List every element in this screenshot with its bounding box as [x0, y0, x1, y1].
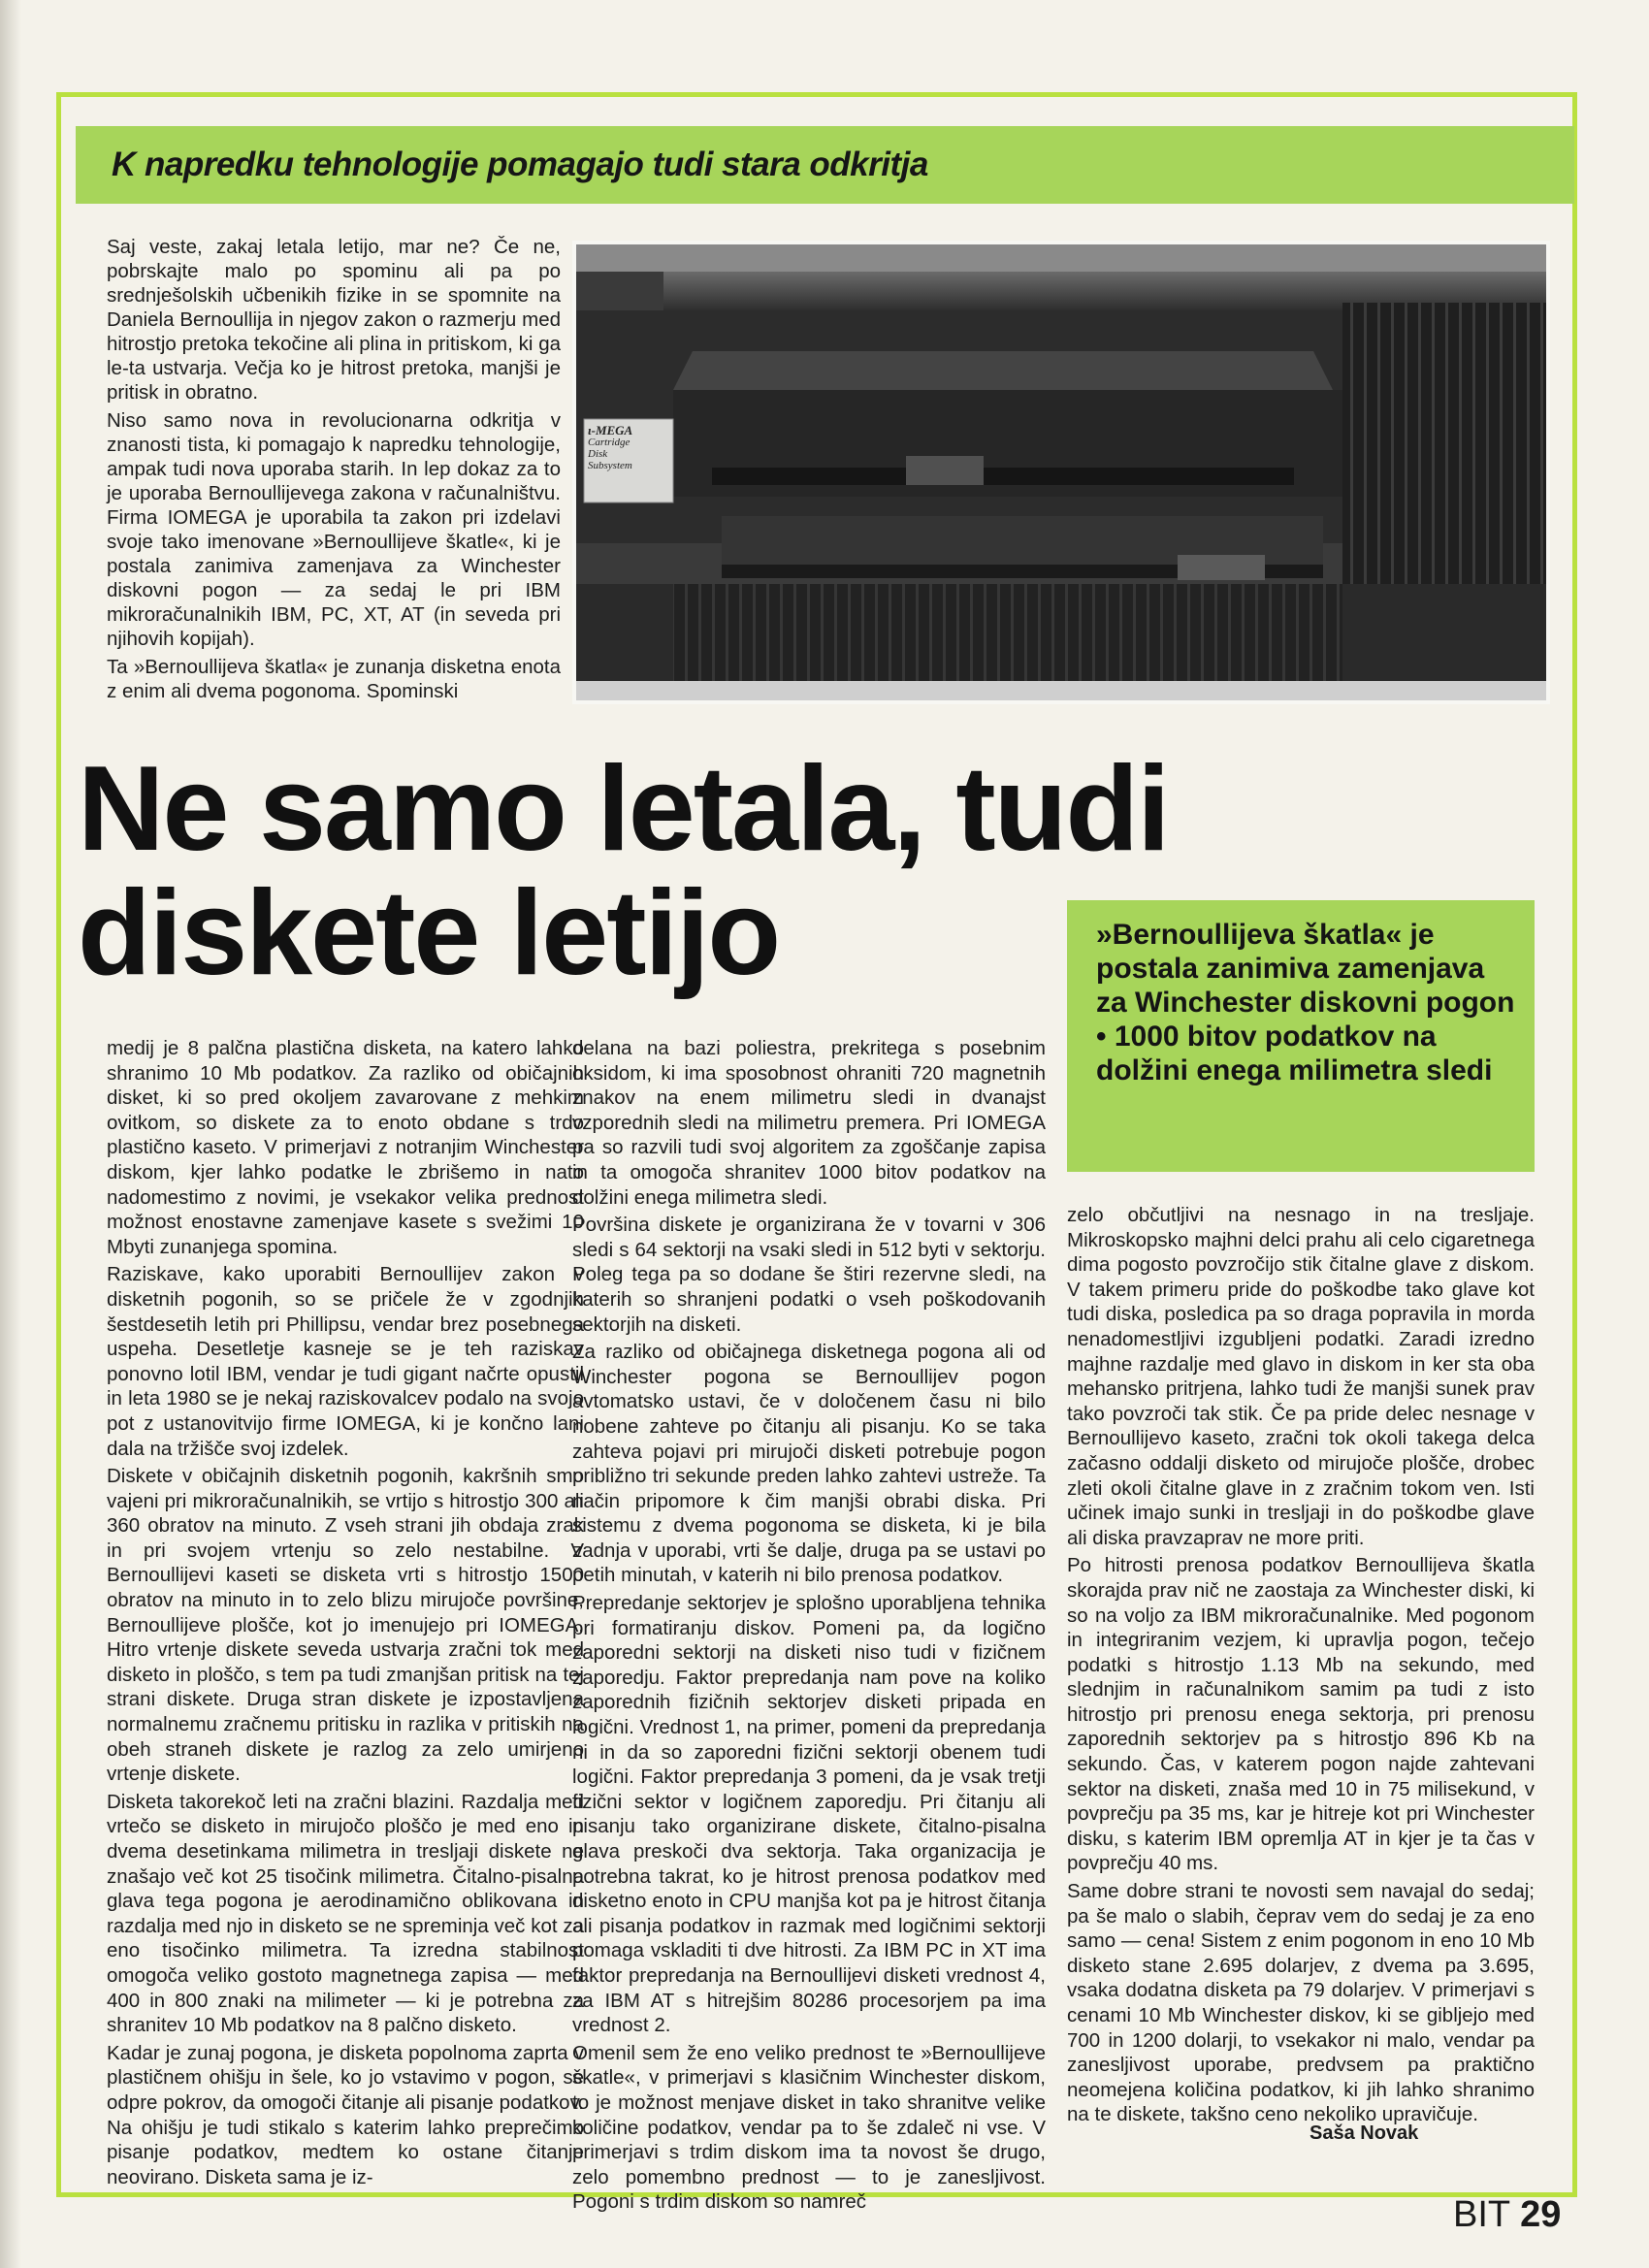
paragraph: Disketa takorekoč leti na zračni blazini. Razdalja med vrtečo se disketo in mirujočo ploščo je med eno in dvema desetinkama milimetra in tresljaji diskete ne znašajo več kot 25 tisočink milimetra. Čitalno-pisalna glava tega pogona je aerodinamično oblikovana in razdalja med njo in disketo se ne spreminja več kot za eno tisočinko milimetra. Ta izredna stabilnost omogoča veliko gostoto magnetnega zapisa — med 400 in 800 znaki na milimeter — ki je potrebna za shranitev 10 Mb podatkov na 8 palčno disketo. — [107, 1790, 584, 2037]
author-byline: Saša Novak — [1310, 2122, 1419, 2144]
intro-text — [107, 235, 561, 707]
headline-line: Ne samo letala, tudi — [78, 742, 1169, 876]
intro-paragraph: Saj veste, zakaj letala letijo, mar ne? Če ne, pobrskajte malo po spominu ali pa po srednješolskih učbenikih fizike in se spomnite na Daniela Bernoullija in njegov zakon o razmerju med hitrostjo pretoka tekočine ali plina in pritiskom, ki ga le-ta ustvarja. Večja ko je hitrost pretoka, manjši je pritisk in obratno. — [107, 236, 561, 404]
pullquote-text: »Bernoullijeva škatla« je postala zanimiva zamenjava za Winchester diskovni pogon • 1000 bitov podatkov na dolžini enega milimetra sledi — [1096, 919, 1515, 1086]
paragraph: zelo občutljivi na nesnago in na tresljaje. Mikroskopsko majhni delci prahu ali celo cigaretnega dima pogosto povzročijo stik čitalne glave z diskom. V takem primeru pride do poškodbe tako glave kot tudi diska, posledica pa so draga popravila in morda nenadomestljivi izgubljeni podatki. Zaradi izredno majhne razdalje med glavo in diskom in ker sta oba mehansko pritrjena, lahko tudi že manjši sunek prav tako povzroči tak stik. Če pa pride delec nesnage v Bernoullijevo kaseto, zračni tok okoli takega delca začasno oddalji disketo od mirujoče plošče, drobec zleti okoli čitalne glave in z zračnim tokom ven. Isti učinek imajo sunki in tresljaji in do poškodbe glave ali diska pravzaprav ne more priti. — [1067, 1204, 1535, 1549]
paragraph: Diskete v običajnih disketnih pogonih, kakršnih smo vajeni pri mikroračunalnikih, se vrtijo s hitrostjo 300 ali 360 obratov na minuto. Z vseh strani jih obdaja zrak in pri svojem vrtenju so zelo nestabilne. V Bernoullijevi kaseti se disketa vrti s hitrostjo 1500 obratov na minuto in to zelo blizu mirujoče površine, Bernoullijeve plošče, kot jo imenujejo pri IOMEGA. Hitro vrtenje diskete seveda ustvarja zračni tok med disketo in ploščo, s tem pa tudi zmanjšan pritisk na tej strani diskete. Druga stran diskete je izpostavljena normalnemu zračnemu pritisku in razlika v pritiskih na obeh straneh diskete je razlog za zelo umirjeno vrtenje diskete. — [107, 1465, 584, 1786]
paragraph: Po hitrosti prenosa podatkov Bernoullijeva škatla skorajda prav nič ne zaostaja za Winchester diski, ki so na voljo za IBM mikroračunalnike. Med pogonom in integriranim vezjem, ki upravlja pogon, tečejo podatki s hitrostjo 1.13 Mb na sekundo, med slednjim in računalnikom samim pa tudi z isto hitrostjo pri prenosu enega sektorja, pri prenosu zaporednih sektorjev pa s hitrostjo 896 Kb na sekundo. Čas, v katerem pogon najde zahtevani sektor na disketi, znaša med 10 in 75 milisekund, v povprečju pa 35 ms, kar je hitreje kot pri Winchester disku, s katerim IBM opremlja AT in kjer je ta čas v povprečju 40 ms. — [1067, 1554, 1535, 1875]
page-number: 29 — [1520, 2194, 1562, 2235]
magazine-name: BIT — [1453, 2194, 1511, 2235]
paragraph: Prepredanje sektorjev je splošno uporabljena tehnika pri formatiranju diskov. Pomeni pa, da logično zaporedni sektorji na disketi niso tudi v fizičnem zaporedju. Faktor prepredanja nam pove na koliko zaporednih fizičnih sektorjev disketi pripada en logični. Vrednost 1, na primer, pomeni da prepredanja ni in da so zaporedni fizični sektorji obenem tudi logični. Faktor prepredanja 3 pomeni, da je vsak tretji fizični sektor v logičnem zaporedju. Pri čitanju ali pisanju tako organizirane diskete, čitalno-pisalna glava preskoči dva sektorja. Taka organizacija je potrebna takrat, ko je hitrost prenosa podatkov med disketno enoto in CPU manjša kot pa je hitrost čitanja ali pisanja podatkov in razmak med logičnimi sektorji pomaga vskladiti ti dve hitrosti. Za IBM PC in XT ima faktor prepredanja na Bernoullijevi disketi vrednost 4, za IBM AT s hitrejšim 80286 procesorjem pa ima vrednost 2. — [572, 1592, 1046, 2037]
headline — [78, 742, 1169, 1000]
paragraph: delana na bazi poliestra, prekritega s posebnim oksidom, ki ima sposobnost ohraniti 720 magnetnih znakov na enem milimetru sledi in dvanajst vzporednih sledi na milimetru premera. Pri IOMEGA pa so razvili tudi svoj algoritem za zgoščanje zapisa in ta omogoča shranitev 1000 bitov podatkov na dolžini enega milimetra sledi. — [572, 1037, 1046, 1209]
paragraph: medij je 8 palčna plastična disketa, na katero lahko shranimo 10 Mb podatkov. Za razliko od običajnih disket, ki so pred okoljem zavarovane z mehkim ovitkom, so diskete za to enoto obdane s trdo plastično kaseto. V primerjavi z notranjim Winchester diskom, kjer lahko podatke le zbrišemo in nato nadomestimo z novimi, je vsekakor velika prednost možnost enostavne zamenjave kasete s svežimi 10 Mbyti zunanjega spomina. — [107, 1037, 584, 1258]
product-photo — [572, 241, 1550, 704]
photo-label-line: Subsystem — [588, 460, 632, 471]
photo-brand: ι-MEGA — [588, 423, 633, 437]
intro-paragraph: Ta »Bernoullijeva škatla« je zunanja disketna enota z enim ali dvema pogonoma. Spominski — [107, 656, 561, 702]
paragraph: Površina diskete je organizirana že v tovarni v 306 sledi s 64 sektorji na vsaki sledi in 512 byti v sektorju. Poleg tega pa so dodane še štiri rezervne sledi, na katerih so shranjeni podatki o vseh poškodovanih sektorjih na disketi. — [572, 1214, 1046, 1336]
paragraph: Omenil sem že eno veliko prednost te »Bernoullijeve škatle«, v primerjavi s klasičnim Winchester diskom, to je možnost menjave disket in tako shranitve velike količine podatkov, vendar pa to še zdaleč ni vse. V primerjavi s trdim diskom ima ta novost še drugo, zelo pomembno prednost — to je zanesljivost. Pogoni s trdim diskom so namreč — [572, 2041, 1046, 2214]
disk-drive-illustration — [576, 244, 1546, 700]
photo-label-line: Cartridge — [588, 437, 630, 448]
photo-label-line: Disk — [588, 448, 608, 460]
body-column-3 — [1067, 1203, 1535, 2130]
paragraph: Kadar je zunaj pogona, je disketa popolnoma zaprta v plastičnem ohišju in šele, ko jo vstavimo v pogon, se odpre pokrov, da omogoči čitanje ali pisanje podatkov. Na ohišju je tudi stikalo s katerim lahko preprečimo pisanje podatkov, medtem ko ostane čitanje neovirano. Disketa sama je iz- — [107, 2041, 584, 2188]
intro-paragraph: Niso samo nova in revolucionarna odkritja v znanosti tista, ki pomagajo k napredku tehnologije, ampak tudi nova uporaba starih. In lep dokaz za to je uporaba Bernoullijevega zakona v računalništvu. Firma IOMEGA je uporabila ta zakon pri izdelavi svoje tako imenovane »Bernoullijeve škatle«, ki je postala zanimiva zamenjava za Winchester diskovni pogon — za sedaj le pri IBM mikroračunalnikih IBM, PC, XT, AT (in seveda pri njihovih kopijah). — [107, 409, 561, 650]
headline-line: diskete letijo — [78, 866, 780, 1000]
page-gutter-shadow — [0, 0, 21, 2268]
body-column-1 — [107, 1036, 584, 2192]
paragraph: Same dobre strani te novosti sem navajal do sedaj; pa še malo o slabih, čeprav vem do sedaj je za eno samo — cena! Sistem z enim pogonom in eno 10 Mb disketo stane 2.695 dolarjev, z dvema pa 3.695, vsaka dodatna disketa pa 79 dolarjev. V primerjavi s cenami 10 Mb Winchester diskov, ki se gibljejo med 700 in 1200 dolarji, to vsekakor ni malo, vendar pa zanesljivost uporabe, predvsem pa praktično neomejena količina podatkov, ki jih lahko shranimo na te diskete, takšno ceno nekoliko upravičuje. — [1067, 1880, 1535, 2126]
kicker-text: K napredku tehnologije pomagajo tudi stara odkritja — [112, 146, 928, 183]
body-column-2 — [572, 1036, 1046, 2218]
paragraph: Za razliko od običajnega disketnega pogona ali od Winchester pogona se Bernoullijev pogon avtomatsko ustavi, če v določenem času ni bilo nobene zahteve po čitanju ali pisanju. Ko se taka zahteva pojavi pri mirujoči disketi potrebuje pogon približno tri sekunde preden lahko zahtevi ustreže. Ta način pripomore k čim manjši obrabi diska. Pri sistemu z dvema pogonoma se disketa, ki je bila zadnja v uporabi, vrti še dalje, druga pa se ustavi po petih minutah, v katerih ni bilo prenosa podatkov. — [572, 1341, 1046, 1587]
page-folio — [1453, 2194, 1561, 2236]
paragraph: Raziskave, kako uporabiti Bernoullijev zakon v disketnih pogonih, so se pričele že v zgodnjih šestdesetih letih pri Phillipsu, vendar brez posebnega uspeha. Desetletje kasneje se je teh raziskav ponovno lotil IBM, vendar je tudi gigant načrte opustil in leta 1980 se je nekaj raziskovalcev podalo na svojo pot z ustanovitvijo firme IOMEGA, ki je končno lani dala na tržišče svoj izdelek. — [107, 1263, 584, 1460]
